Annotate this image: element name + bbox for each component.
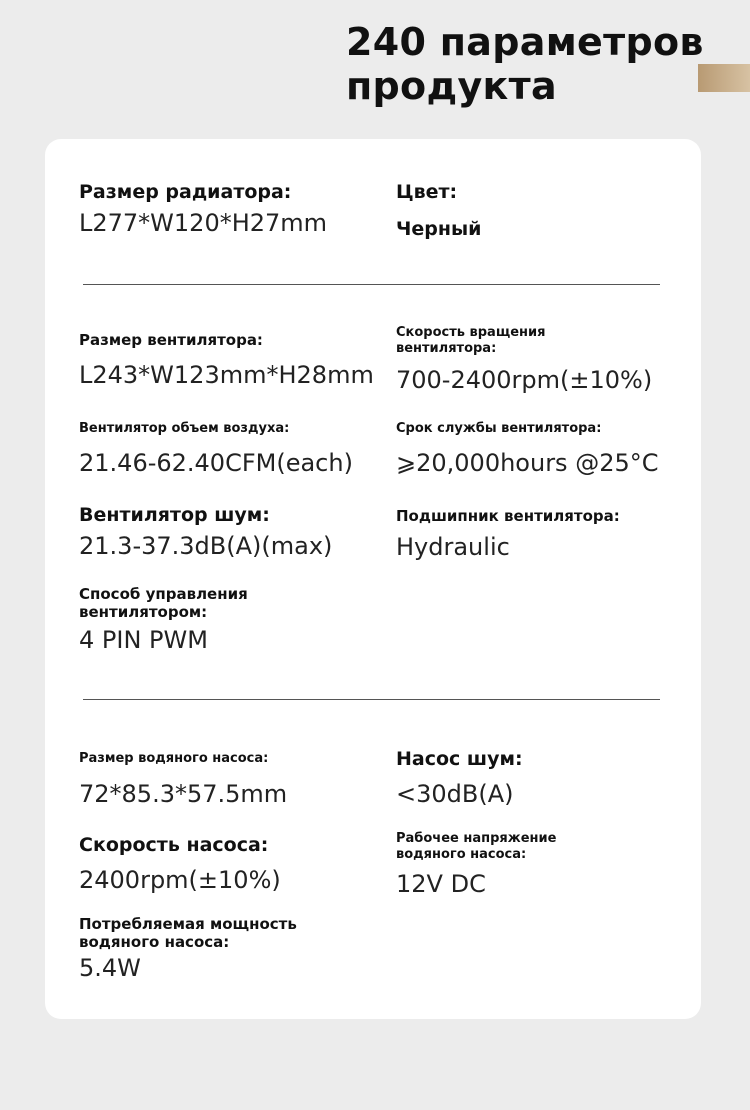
page-title-line-1: 240 параметров — [346, 20, 704, 64]
fan-speed-spec — [396, 325, 653, 395]
radiator-size-spec — [79, 181, 369, 238]
section-divider-1 — [83, 284, 660, 285]
pump-power-spec — [79, 915, 319, 983]
fan-speed-label: Скорость вращения вентилятора: — [396, 325, 546, 356]
fan-bearing-label: Подшипник вентилятора: — [396, 507, 620, 525]
section-divider-2 — [83, 699, 660, 700]
fan-control-value: 4 PIN PWM — [79, 626, 208, 654]
fan-lifetime-label: Срок службы вентилятора: — [396, 421, 602, 436]
spec-card — [45, 139, 701, 1019]
pump-power-label: Потребляемая мощность водяного насоса: — [79, 915, 297, 951]
fan-airflow-label: Вентилятор объем воздуха: — [79, 421, 290, 436]
fan-control-spec — [79, 585, 269, 655]
pump-speed-value: 2400rpm(±10%) — [79, 865, 281, 894]
fan-speed-value: 700-2400rpm(±10%) — [396, 366, 653, 395]
pump-noise-label: Насос шум: — [396, 748, 523, 770]
fan-airflow-spec — [79, 421, 379, 477]
pump-size-label: Размер водяного насоса: — [79, 751, 269, 766]
pump-power-value: 5.4W — [79, 954, 141, 982]
fan-noise-label: Вентилятор шум: — [79, 504, 270, 526]
fan-bearing-spec — [396, 507, 676, 562]
pump-noise-spec — [396, 748, 676, 809]
fan-noise-spec — [79, 504, 379, 561]
color-label: Цвет: — [396, 181, 458, 203]
radiator-size-label: Размер радиатора: — [79, 181, 292, 203]
fan-airflow-value: 21.46-62.40CFM(each) — [79, 448, 353, 477]
pump-voltage-value: 12V DC — [396, 870, 486, 899]
pump-noise-value: <30dB(A) — [396, 779, 514, 808]
pump-voltage-spec — [396, 831, 626, 899]
pump-speed-spec — [79, 834, 379, 895]
fan-size-spec — [79, 331, 379, 390]
page-title — [346, 20, 704, 108]
color-spec — [396, 181, 676, 241]
pump-size-value: 72*85.3*57.5mm — [79, 779, 288, 808]
fan-noise-value: 21.3-37.3dB(A)(max) — [79, 531, 333, 560]
fan-size-value: L243*W123mm*H28mm — [79, 361, 374, 389]
accent-bar — [698, 64, 750, 92]
fan-bearing-value: Hydraulic — [396, 533, 510, 561]
fan-control-label: Способ управления вентилятором: — [79, 585, 248, 621]
fan-lifetime-spec — [396, 421, 676, 477]
fan-size-label: Размер вентилятора: — [79, 331, 263, 349]
radiator-size-value: L277*W120*H27mm — [79, 208, 328, 237]
pump-voltage-label: Рабочее напряжение водяного насоса: — [396, 831, 557, 862]
pump-speed-label: Скорость насоса: — [79, 834, 269, 856]
pump-size-spec — [79, 751, 379, 808]
page-title-line-2: продукта — [346, 64, 557, 108]
fan-lifetime-value: ⩾20,000hours @25°C — [396, 448, 659, 477]
color-value: Черный — [396, 217, 482, 240]
